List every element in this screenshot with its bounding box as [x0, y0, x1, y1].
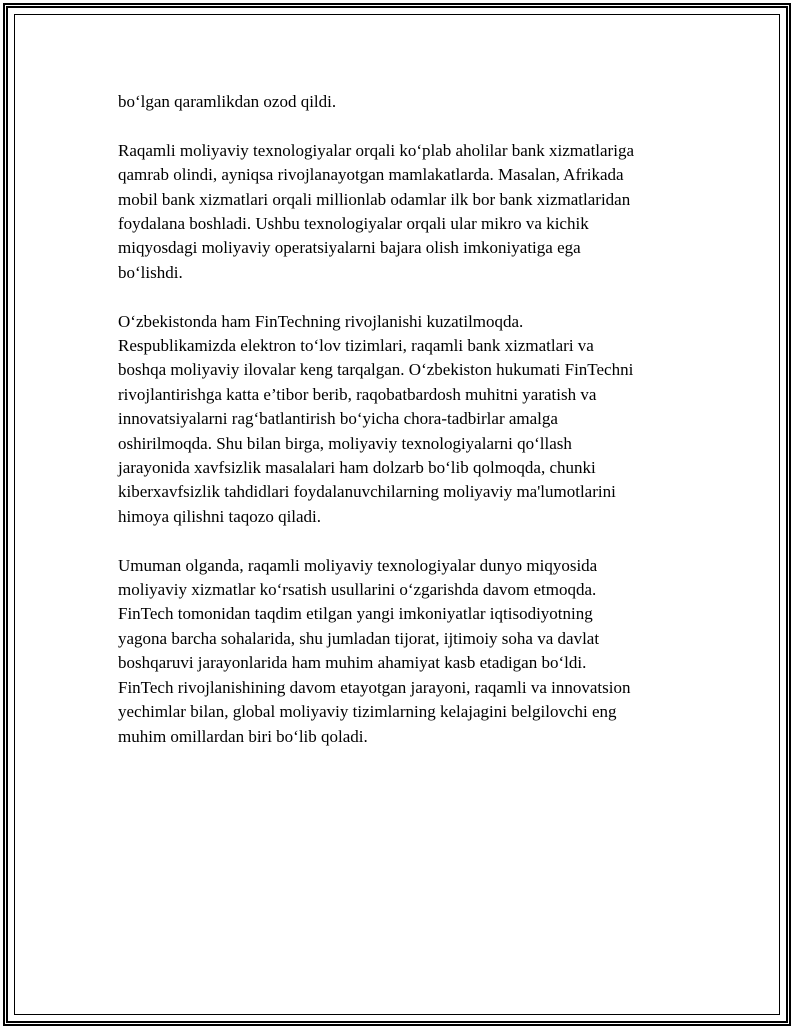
text-line: jarayonida xavfsizlik masalalari ham dolzarb bo‘lib qolmoqda, chunki: [118, 458, 596, 478]
text-line: Respublikamizda elektron to‘lov tizimlari, raqamli bank xizmatlari va: [118, 336, 594, 356]
text-line: rivojlantirishga katta e’tibor berib, raqobatbardosh muhitni yaratish va: [118, 384, 597, 404]
paragraph-digital-finance-inclusion: [118, 139, 688, 285]
text-line: oshirilmoqda. Shu bilan birga, moliyaviy texnologiyalarni qo‘llash: [118, 433, 572, 453]
text-line: boshqa moliyaviy ilovalar keng tarqalgan. O‘zbekiston hukumati FinTechni: [118, 360, 634, 380]
text-line: kiberxavfsizlik tahdidlari foydalanuvchilarning moliyaviy ma'lumotlarini: [118, 482, 616, 502]
text-line: himoya qilishni taqozo qiladi.: [118, 506, 322, 526]
text-line: foydalana boshladi. Ushbu texnologiyalar orqali ular mikro va kichik: [118, 214, 589, 234]
text-line: boshqaruvi jarayonlarida ham muhim ahamiyat kasb etadigan bo‘ldi.: [118, 653, 587, 673]
text-line: qamrab olindi, ayniqsa rivojlanayotgan mamlakatlarda. Masalan, Afrikada: [118, 165, 624, 185]
text-line: bo‘lishdi.: [118, 262, 183, 282]
text-line: bo‘lgan qaramlikdan ozod qildi.: [118, 92, 337, 111]
text-line: Umuman olganda, raqamli moliyaviy texnologiyalar dunyo miqyosida: [118, 555, 598, 575]
text-line: O‘zbekistonda ham FinTechning rivojlanishi kuzatilmoqda.: [118, 311, 524, 331]
text-line: yagona barcha sohalarida, shu jumladan tijorat, ijtimoiy soha va davlat: [118, 628, 600, 648]
text-line: yechimlar bilan, global moliyaviy tizimlarning kelajagini belgilovchi eng: [118, 702, 617, 722]
text-line: mobil bank xizmatlari orqali millionlab odamlar ilk bor bank xizmatlaridan: [118, 189, 631, 209]
text-line: miqyosdagi moliyaviy operatsiyalarni bajara olish imkoniyatiga ega: [118, 238, 581, 258]
text-line: innovatsiyalarni rag‘batlantirish bo‘yicha chora-tadbirlar amalga: [118, 409, 558, 429]
paragraph-conclusion: [118, 554, 688, 749]
text-line: Raqamli moliyaviy texnologiyalar orqali ko‘plab aholilar bank xizmatlariga: [118, 140, 634, 160]
text-line: FinTech rivojlanishining davom etayotgan jarayoni, raqamli va innovatsion: [118, 677, 631, 697]
text-line: muhim omillardan biri bo‘lib qoladi.: [118, 726, 368, 746]
paragraph-uzbekistan-fintech: [118, 310, 688, 530]
text-line: moliyaviy xizmatlar ko‘rsatish usullarini o‘zgarishda davom etmoqda.: [118, 580, 597, 600]
paragraph-continuation: [118, 90, 688, 114]
text-line: FinTech tomonidan taqdim etilgan yangi imkoniyatlar iqtisodiyotning: [118, 604, 593, 624]
document-body: [118, 90, 688, 773]
